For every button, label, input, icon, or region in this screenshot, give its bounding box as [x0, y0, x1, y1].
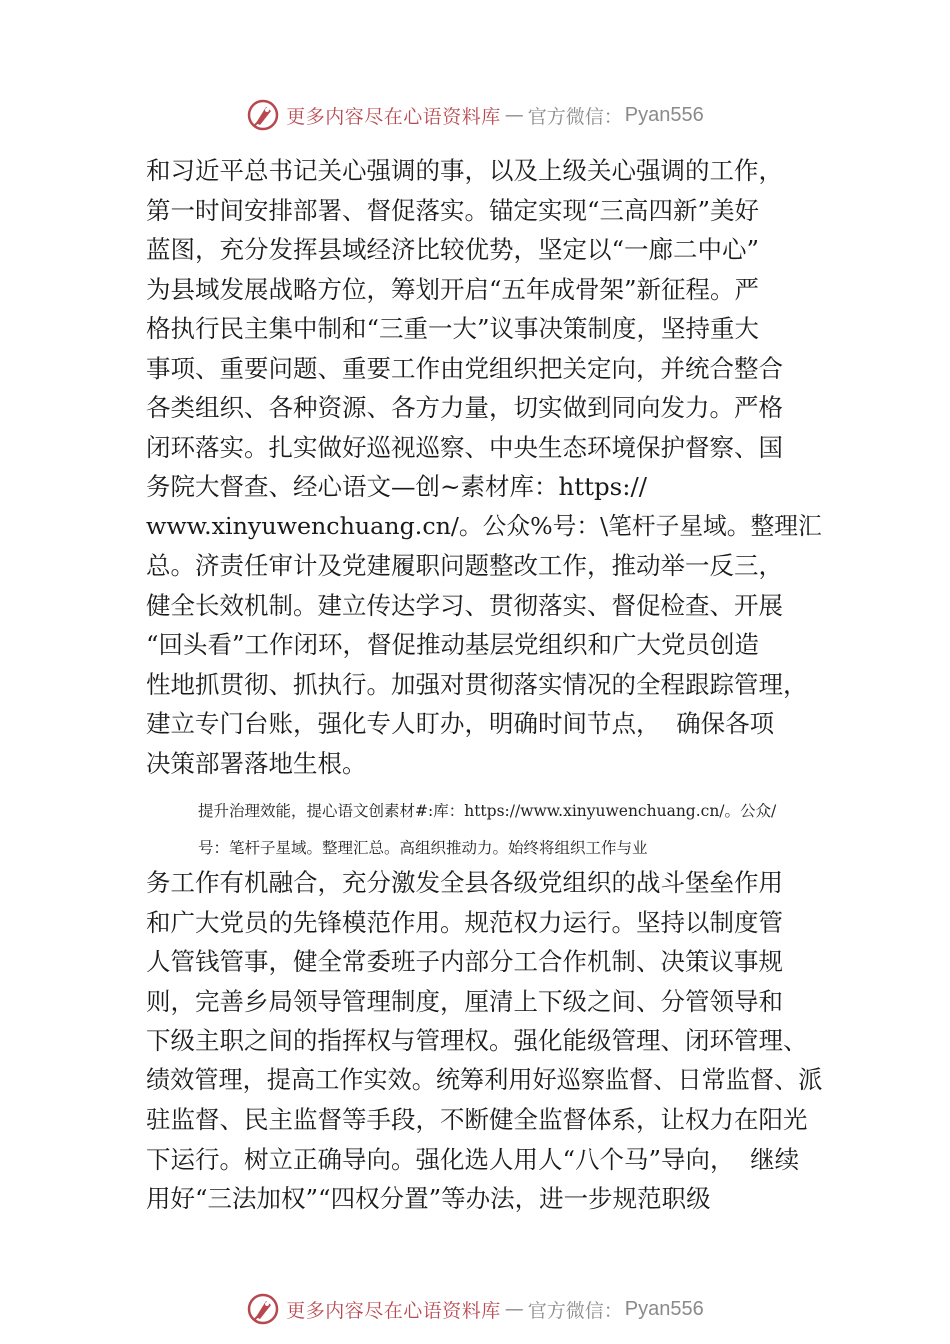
pen-nib-logo-icon [246, 98, 280, 132]
text-line: 格执行民主集中制和“三重一大”议事决策制度，坚持重大 [146, 314, 760, 343]
text-line: 蓝图，充分发挥县域经济比较优势，坚定以“一廊二中心” [146, 235, 760, 264]
text-line: 决策部署落地生根。 [146, 748, 367, 778]
banner-wechat-handle: Pyan556 [624, 103, 704, 126]
text-line: 闭环落实。扎实做好巡视巡察、中央生态环境保护督察、国 [146, 432, 783, 462]
footer-banner [0, 1287, 950, 1331]
text-line: 健全长效机制。建立传达学习、贯彻落实、督促检查、开展 [146, 590, 783, 620]
text-line: 第一时间安排部署、督促落实。锚定实现“三高四新”美好 [146, 195, 760, 225]
text-line: 和广大党员的先锋模范作用。规范权力运行。坚持以制度管 [146, 907, 783, 937]
text-line: 事项、重要问题、重要工作由党组织把关定向，并统合整合 [146, 353, 783, 383]
text-line: 绩效管理，提高工作实效。统筹利用好巡察监督、日常监督、派 [146, 1065, 823, 1094]
banner-official-label: 官方微信： [527, 1299, 623, 1322]
text-line: 务工作有机融合，充分激发全县各级党组织的战斗堡垒作用 [146, 868, 783, 897]
pen-nib-logo-icon [246, 1292, 280, 1326]
text-line: 下级主职之间的指挥权与管理权。强化能级管理、闭环管理、 [146, 1026, 808, 1055]
small-paragraph [198, 793, 828, 867]
header-banner [0, 93, 950, 137]
text-line: 号：笔杆子星域。整理汇总。高组织推动力。始终将组织工作与业 [198, 839, 648, 857]
text-line: 驻监督、民主监督等手段，不断健全监督体系，让权力在阳光 [146, 1105, 808, 1134]
body-paragraph-1 [146, 151, 826, 783]
text-line: 提升治理效能，提心语文创素材#:库：https://www.xinyuwenchuang.cn/。公众/ [198, 802, 777, 820]
banner-official-label: 官方微信： [527, 105, 623, 128]
text-line: 总。济责任审计及党建履职问题整改工作，推动举一反三， [146, 551, 783, 580]
banner-separator: — [504, 104, 524, 126]
text-line: 建立专门台账，强化专人盯办，明确时间节点， 确保各项 [146, 709, 775, 738]
text-line: 人管钱管事，健全常委班子内部分工合作机制、决策议事规 [146, 947, 783, 976]
text-line: www.xinyuwenchuang.cn/。公众%号：\笔杆子星域。整理汇 [146, 511, 822, 540]
text-line: “回头看”工作闭环，督促推动基层党组织和广大党员创造 [146, 630, 760, 659]
text-line: 和习近平总书记关心强调的事，以及上级关心强调的工作， [146, 156, 783, 185]
body-paragraph-2 [146, 863, 826, 1219]
text-line: 下运行。树立正确导向。强化选人用人“八个马”导向， 继续 [146, 1144, 800, 1174]
banner-slogan: 更多内容尽在心语资料库 [286, 105, 501, 128]
banner-wechat-handle: Pyan556 [624, 1297, 704, 1320]
banner-separator: — [504, 1298, 524, 1320]
text-line: 务院大督查、经心语文—创~素材库：https:// [146, 472, 648, 501]
text-line: 为县域发展战略方位，筹划开启“五年成骨架”新征程。严 [146, 274, 760, 304]
text-line: 用好“三法加权”“四权分置”等办法，进一步规范职级 [146, 1184, 711, 1213]
text-line: 各类组织、各种资源、各方力量，切实做到同向发力。严格 [146, 393, 783, 422]
text-line: 则，完善乡局领导管理制度，厘清上下级之间、分管领导和 [146, 986, 783, 1016]
text-line: 性地抓贯彻、抓执行。加强对贯彻落实情况的全程跟踪管理， [146, 669, 808, 699]
banner-slogan: 更多内容尽在心语资料库 [286, 1299, 501, 1322]
